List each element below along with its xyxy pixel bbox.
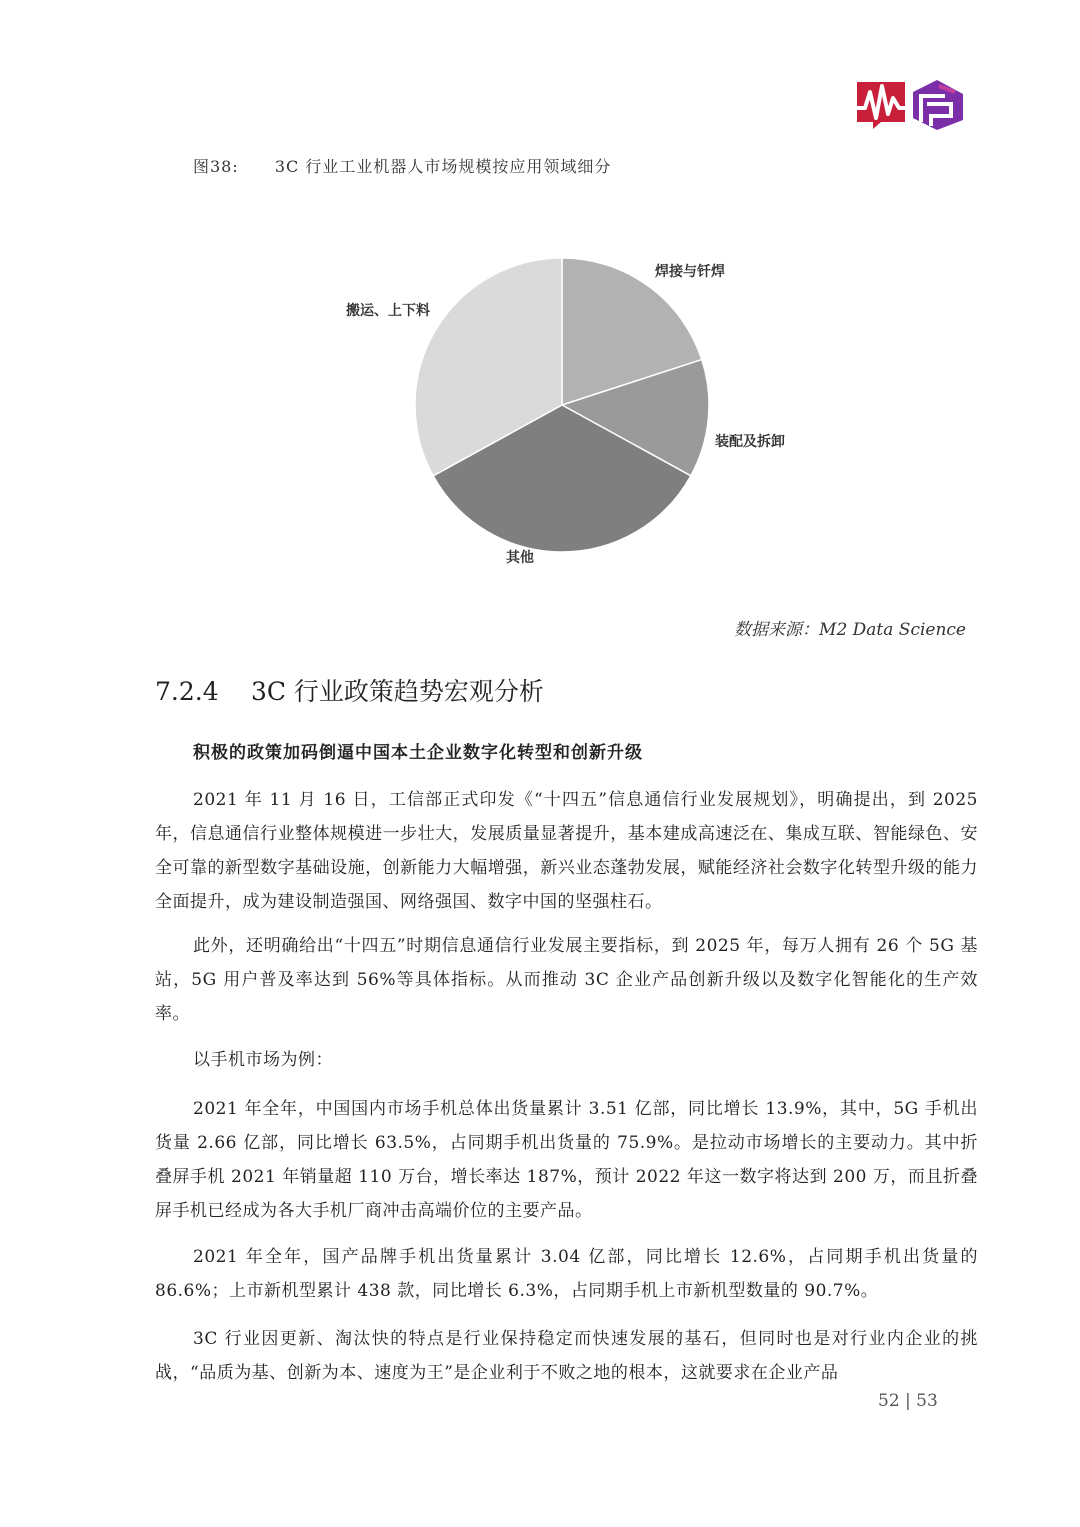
section-number: 7.2.4 bbox=[155, 677, 219, 706]
paragraph: 2021 年全年，中国国内市场手机总体出货量累计 3.51 亿部，同比增长 13.9%，其中，5G 手机出货量 2.66 亿部，同比增长 63.5%，占同期手机出货量的 75.9%。是拉动市场增长的主要动力。其中折叠屏手机 2021 年销量超 110 万台，增长率达 187%，预计 2022 年这一数字将达到 200 万，而且折叠屏手机已经成为各大手机厂商冲击高端价位的主要产品。 bbox=[155, 1099, 978, 1221]
paragraph: 3C 行业因更新、淘汰快的特点是行业保持稳定而快速发展的基石，但同时也是对行业内企业的挑战，“品质为基、创新为本、速度为王”是企业利于不败之地的根本，这就要求在企业产品 bbox=[155, 1329, 978, 1383]
paragraph: 2021 年 11 月 16 日，工信部正式印发《“十四五”信息通信行业发展规划》，明确提出，到 2025 年，信息通信行业整体规模进一步壮大，发展质量显著提升，基本建成高速泛在、集成互联、智能绿色、安全可靠的新型数字基础设施，创新能力大幅增强，新兴业态蓬勃发展，赋能经济社会数字化转型升级的能力全面提升，成为建设制造强国、网络强国、数字中国的坚强柱石。 bbox=[155, 790, 978, 912]
paragraph: 2021 年全年，国产品牌手机出货量累计 3.04 亿部，同比增长 12.6%，占同期手机出货量的 86.6%；上市新机型累计 438 款，同比增长 6.3%，占同期手机上市新机型数量的 90.7%。 bbox=[155, 1247, 978, 1301]
paragraph: 此外，还明确给出“十四五”时期信息通信行业发展主要指标，到 2025 年，每万人拥有 26 个 5G 基站，5G 用户普及率达到 56%等具体指标。从而推动 3C 企业产品创新升级以及数字化智能化的生产效率。 bbox=[155, 936, 978, 1024]
slice-label: 焊接与钎焊 bbox=[655, 264, 725, 280]
slice-label: 搬运、上下料 bbox=[346, 303, 430, 319]
pie-chart bbox=[0, 0, 1080, 640]
figure-number: 图38: bbox=[193, 157, 239, 176]
slice-label: 装配及拆卸 bbox=[715, 434, 785, 450]
slice-label: 其他 bbox=[506, 550, 534, 566]
figure-title: 3C 行业工业机器人市场规模按应用领域细分 bbox=[274, 157, 612, 176]
paragraph: 以手机市场为例： bbox=[193, 1050, 333, 1070]
page-number: 52 | 53 bbox=[878, 1391, 938, 1411]
subheading: 积极的政策加码倒逼中国本土企业数字化转型和创新升级 bbox=[193, 743, 643, 763]
section-heading bbox=[155, 672, 544, 708]
section-title: 3C 行业政策趋势宏观分析 bbox=[250, 677, 544, 706]
data-source: 数据来源：M2 Data Science bbox=[734, 620, 966, 640]
